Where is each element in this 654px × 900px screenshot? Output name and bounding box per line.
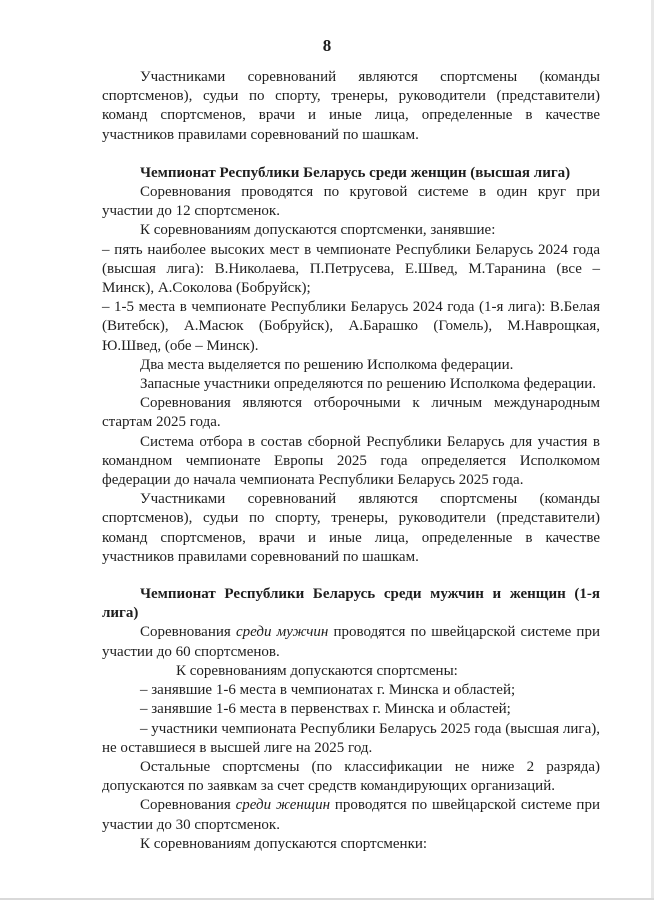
paragraph-qualifying: Соревнования являются отборочными к личным международным стартам 2025 года. (102, 395, 600, 431)
paragraph-admission-women: К соревнованиям допускаются спортсменки: (140, 835, 428, 852)
section-heading-women-top-league: Чемпионат Республики Беларусь среди женщин (высшая лига) (140, 164, 571, 181)
paragraph-reserves: Запасные участники определяются по решению Исполкома федерации. (140, 376, 597, 393)
list-item-first-league: – 1-5 места в чемпионате Республики Беларусь 2024 года (1-я лига): В.Белая (Витебск), А.Масюк (Бобруйск), А.Барашко (Гомель), М.Наврощкая, Ю.Швед, (обе – Минск). (102, 299, 600, 354)
paragraph-other-athletes: Остальные спортсмены (по классификации не ниже 2 разряда) допускаются по заявкам за счет средств командирующих организаций. (102, 758, 600, 795)
text-run: Соревнования (140, 624, 236, 641)
document-body (102, 68, 600, 854)
paragraph-participants-2: Участниками соревнований являются спортсмены (команды спортсменов), судьи по спорту, тренеры, руководители (представители) команд спортсменов, врачи и иные лица, определенные в качестве участников правилами соревнований по шашкам. (102, 491, 600, 565)
list-item-city-firsts: – занявшие 1-6 места в первенствах г. Минска и областей; (140, 701, 511, 718)
list-item-top-league-participants: – участники чемпионата Республики Беларусь 2025 года (высшая лига), не оставшиеся в высшей лиге на 2025 год. (102, 720, 600, 756)
text-run: проводятся по швейцарской системе при участии до 30 спортсменок. (102, 797, 600, 833)
section-heading-first-league: Чемпионат Республики Беларусь среди мужчин и женщин (1-я лига) (102, 586, 600, 622)
paragraph-round-robin: Соревнования проводятся по круговой системе в один круг при участии до 12 спортсменок. (102, 184, 600, 220)
emphasis-men: среди мужчин (235, 624, 329, 641)
text-run: проводятся по швейцарской системе при участии до 60 спортсменов. (102, 624, 600, 660)
paragraph-admission: К соревнованиям допускаются спортсменки, занявшие: (140, 222, 496, 239)
paragraph-selection-system: Система отбора в состав сборной Республики Беларусь для участия в командном чемпионате Европы 2025 года определяется Исполкомом федерации до начала чемпионата Республики Беларусь 2025 года. (102, 433, 600, 489)
emphasis-women: среди женщин (235, 797, 331, 814)
paragraph-women-swiss (102, 796, 600, 834)
paragraph-two-places: Два места выделяется по решению Исполкома федерации. (140, 356, 514, 373)
paragraph-admission-men: К соревнованиям допускаются спортсмены: (176, 662, 458, 679)
paragraph-participants: Участниками соревнований являются спортсмены (команды спортсменов), судьи по спорту, тренеры, руководители (представители) команд спортсменов, врачи и иные лица, определенные в качестве участников правилами соревнований по шашкам. (102, 69, 600, 143)
list-item-city-championships: – занявшие 1-6 места в чемпионатах г. Минска и областей; (140, 682, 516, 699)
text-run: Соревнования (140, 797, 236, 814)
page-number: 8 (322, 36, 332, 55)
paragraph-men-swiss (102, 623, 600, 661)
list-item-top-five: – пять наиболее высоких мест в чемпионате Республики Беларусь 2024 года (высшая лига): В.Николаева, П.Петрусева, Е.Швед, М.Таранина (все – Минск), А.Соколова (Бобруйск); (102, 241, 600, 297)
